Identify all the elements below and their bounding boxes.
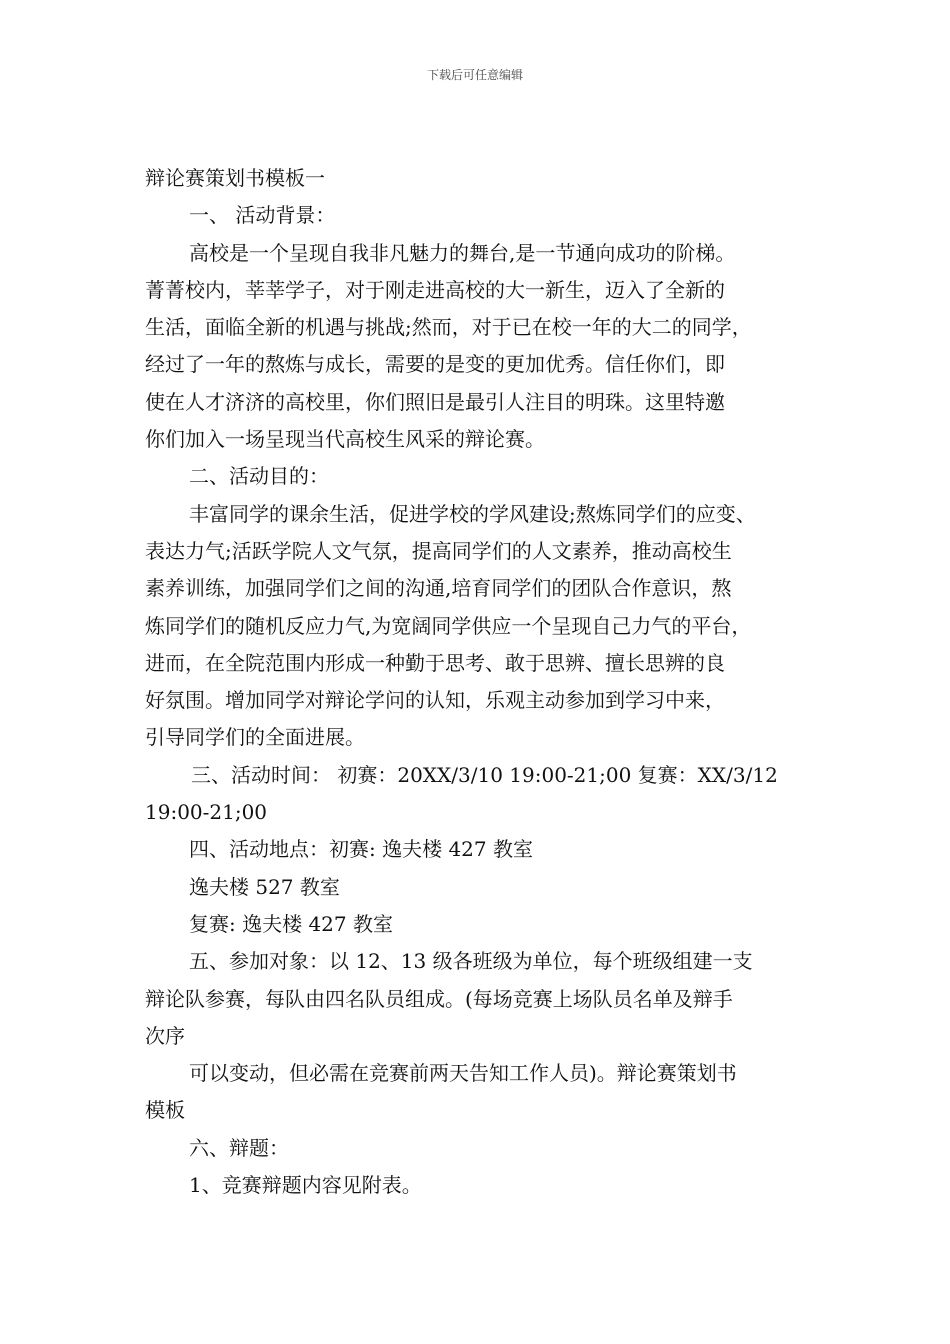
paragraph-line: 复赛: 逸夫楼 427 教室 [189, 911, 393, 936]
paragraph-line: 辩论队参赛，每队由四名队员组成。(每场竞赛上场队员名单及辩手 [145, 986, 733, 1011]
paragraph-line: 19:00-21;00 [145, 800, 268, 825]
paragraph-line: 炼同学们的随机反应力气,为宽阔同学供应一个呈现自己力气的平台， [145, 613, 752, 638]
paragraph-line: 次序 [145, 1023, 185, 1048]
paragraph-line: 逸夫楼 527 教室 [189, 874, 340, 899]
section-heading-location: 四、活动地点：初赛: 逸夫楼 427 教室 [189, 837, 533, 862]
paragraph-line: 经过了一年的熬炼与成长，需要的是变的更加优秀。信任你们，即 [145, 352, 725, 377]
paragraph-line: 高校是一个呈现自我非凡魅力的舞台,是一节通向成功的阶梯。 [189, 240, 736, 265]
paragraph-line: 素养训练，加强同学们之间的沟通,培育同学们的团队合作意识，熬 [145, 576, 732, 601]
paragraph-line: 模板 [145, 1098, 185, 1123]
section-heading-time: 三、活动时间： 初赛：20XX/3/10 19:00-21;00 复赛：XX/3/12 [191, 762, 778, 787]
paragraph-line: 1、竞赛辩题内容见附表。 [189, 1173, 422, 1198]
paragraph-line: 表达力气;活跃学院人文气氛，提高同学们的人文素养，推动高校生 [145, 538, 732, 563]
paragraph-line: 生活，面临全新的机遇与挑战;然而，对于已在校一年的大二的同学， [145, 315, 752, 340]
paragraph-line: 菁菁校内，莘莘学子，对于刚走进高校的大一新生，迈入了全新的 [145, 277, 725, 302]
section-heading-background: 一、 活动背景： [189, 203, 336, 228]
paragraph-line: 引导同学们的全面进展。 [145, 725, 365, 750]
paragraph-line: 丰富同学的课余生活，促进学校的学风建设;熬炼同学们的应变、 [189, 501, 756, 526]
paragraph-line: 好氛围。增加同学对辩论学问的认知，乐观主动参加到学习中来， [145, 688, 725, 713]
paragraph-line: 你们加入一场呈现当代高校生风采的辩论赛。 [145, 427, 545, 452]
document-body [145, 160, 810, 1204]
page-header: 下载后可任意编辑 [426, 68, 523, 82]
document-title: 辩论赛策划书模板一 [145, 166, 325, 190]
paragraph-line: 可以变动，但必需在竞赛前两天告知工作人员)。辩论赛策划书 [189, 1061, 737, 1086]
paragraph-line: 进而，在全院范围内形成一种勤于思考、敢于思辨、擅长思辨的良 [145, 650, 725, 675]
section-heading-participants: 五、参加对象：以 12、13 级各班级为单位，每个班级组建一支 [189, 949, 753, 974]
paragraph-line: 使在人才济济的高校里，你们照旧是最引人注目的明珠。这里特邀 [145, 389, 725, 414]
section-heading-purpose: 二、活动目的： [189, 464, 329, 489]
section-heading-topics: 六、辩题： [189, 1135, 289, 1160]
